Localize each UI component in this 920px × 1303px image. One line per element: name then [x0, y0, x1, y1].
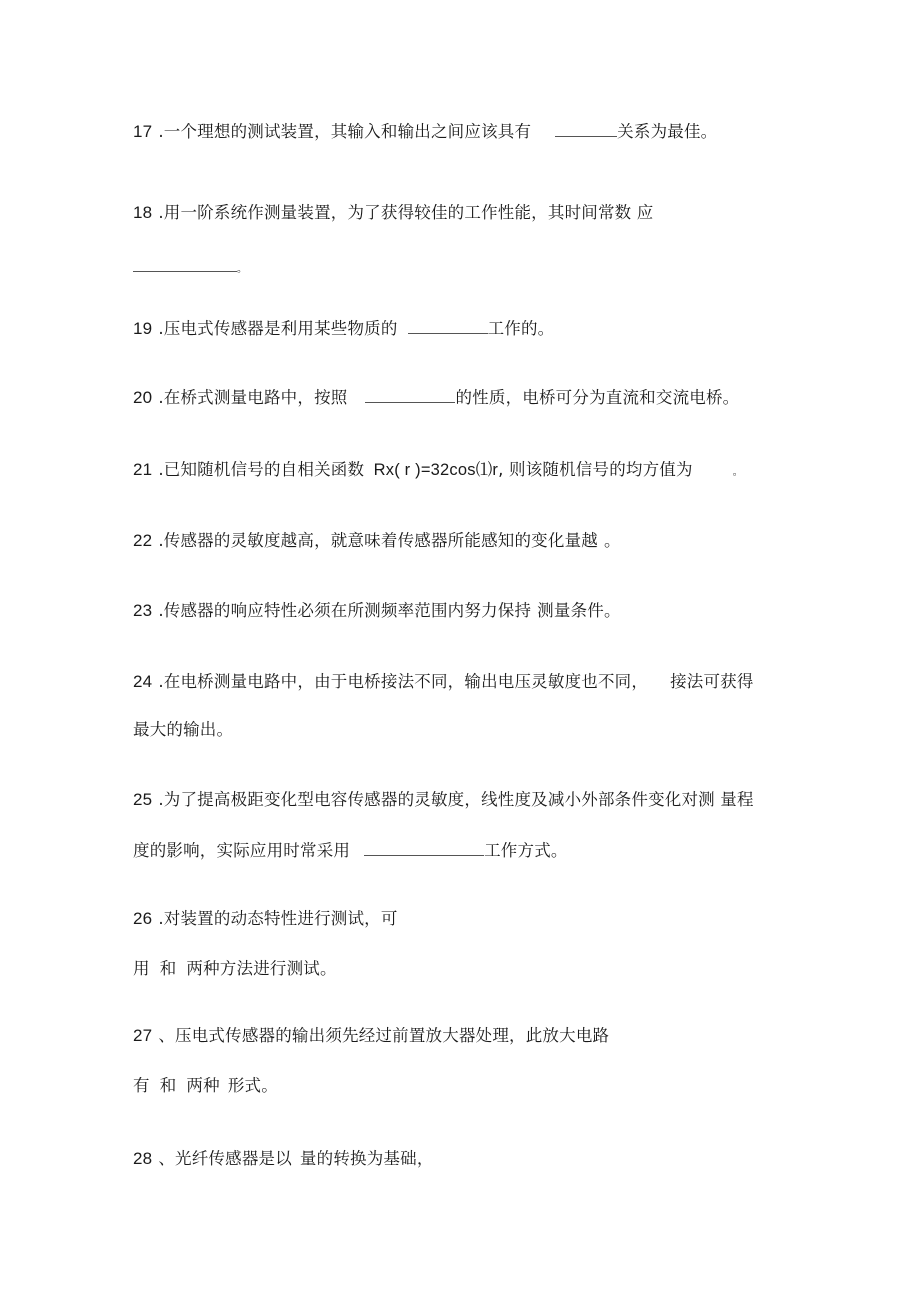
question-20: [133, 387, 739, 409]
question-24-continued: [133, 719, 233, 741]
question-text: 测量条件。: [537, 601, 621, 620]
question-text: 关系为最佳。: [617, 122, 718, 141]
question-text: 传感器的响应特性必须在所测频率范围内努力保持: [163, 601, 532, 620]
question-number: 26: [133, 909, 153, 928]
question-19: [133, 318, 554, 340]
question-separator: .: [158, 460, 164, 479]
question-text: 两种方法进行测试。: [186, 959, 337, 978]
question-21: [133, 459, 743, 484]
question-text: 度的影响，实际应用时常采用: [133, 841, 351, 860]
question-text: 压电式传感器的输出须先经过前置放大器处理，此放大电路: [175, 1026, 610, 1045]
question-separator: 、: [158, 1149, 176, 1168]
question-number: 17: [133, 122, 153, 141]
question-text: 对装置的动态特性进行测试，可: [163, 909, 398, 928]
question-text: 两种: [186, 1076, 220, 1095]
question-27: [133, 1025, 609, 1047]
question-separator: .: [158, 122, 164, 141]
question-text: 在电桥测量电路中，由于电桥接法不同，输出电压灵敏度也不同，: [163, 672, 649, 691]
answer-blank: [555, 122, 617, 137]
answer-blank: [364, 841, 484, 856]
question-text: 用一阶系统作测量装置，为了获得较佳的工作性能，其时间常数 应: [163, 203, 654, 222]
question-text: 为了提高极距变化型电容传感器的灵敏度，线性度及减小外部条件变化对测 量程: [163, 790, 754, 809]
question-text: 和: [159, 1076, 177, 1095]
question-number: 23: [133, 601, 153, 620]
question-23: [133, 600, 621, 622]
question-26: [133, 908, 398, 930]
question-text: 。: [603, 531, 621, 550]
question-separator: .: [158, 601, 164, 620]
question-text: 最大的输出。: [133, 720, 234, 739]
question-text: 工作的。: [487, 319, 555, 338]
question-number: 24: [133, 672, 153, 691]
question-17: [133, 121, 717, 143]
question-number: 27: [133, 1026, 153, 1045]
question-24: [133, 671, 754, 693]
question-number: 20: [133, 388, 153, 407]
question-number: 19: [133, 319, 153, 338]
question-number: 25: [133, 790, 153, 809]
question-separator: .: [158, 672, 164, 691]
question-separator: .: [158, 319, 164, 338]
question-18-continued: [133, 256, 247, 281]
question-number: 18: [133, 203, 153, 222]
question-text: 有: [133, 1076, 150, 1095]
question-18: [133, 202, 654, 224]
question-text: 工作方式。: [484, 841, 568, 860]
answer-blank: [133, 257, 237, 272]
question-separator: .: [158, 790, 164, 809]
question-text: 压电式传感器是利用某些物质的: [163, 319, 398, 338]
question-28: [133, 1148, 434, 1170]
question-separator: .: [158, 203, 164, 222]
question-25: [133, 789, 754, 811]
question-text: 量的转换为基础，: [299, 1149, 434, 1168]
question-text: 用: [133, 959, 150, 978]
question-text: 一个理想的测试装置，其输入和输出之间应该具有: [163, 122, 532, 141]
question-text: 在桥式测量电路中，按照: [163, 388, 348, 407]
answer-blank: [365, 388, 455, 403]
question-27-continued: [133, 1075, 278, 1097]
question-text: 。: [732, 467, 743, 478]
autocorrelation-formula: Rx( r )=32cos⑴r: [373, 461, 499, 479]
question-text: 接法可获得: [670, 672, 754, 691]
question-text: 传感器的灵敏度越高，就意味着传感器所能感知的变化量越: [163, 531, 598, 550]
question-text: , 则该随机信号的均方值为: [498, 460, 693, 479]
question-separator: .: [158, 531, 164, 550]
question-25-continued: [133, 840, 568, 862]
question-text: 光纤传感器是以: [175, 1149, 292, 1168]
question-22: [133, 530, 621, 552]
question-26-continued: [133, 958, 337, 980]
question-number: 21: [133, 460, 153, 479]
question-separator: .: [158, 388, 164, 407]
question-number: 22: [133, 531, 153, 550]
question-text: 形式。: [227, 1076, 278, 1095]
question-text: 。: [237, 264, 248, 275]
answer-blank: [408, 319, 488, 334]
question-text: 的性质，电桥可分为直流和交流电桥。: [455, 388, 740, 407]
question-separator: 、: [158, 1026, 176, 1045]
question-number: 28: [133, 1149, 153, 1168]
question-text: 和: [159, 959, 177, 978]
question-separator: .: [158, 909, 164, 928]
question-text: 已知随机信号的自相关函数: [163, 460, 365, 479]
